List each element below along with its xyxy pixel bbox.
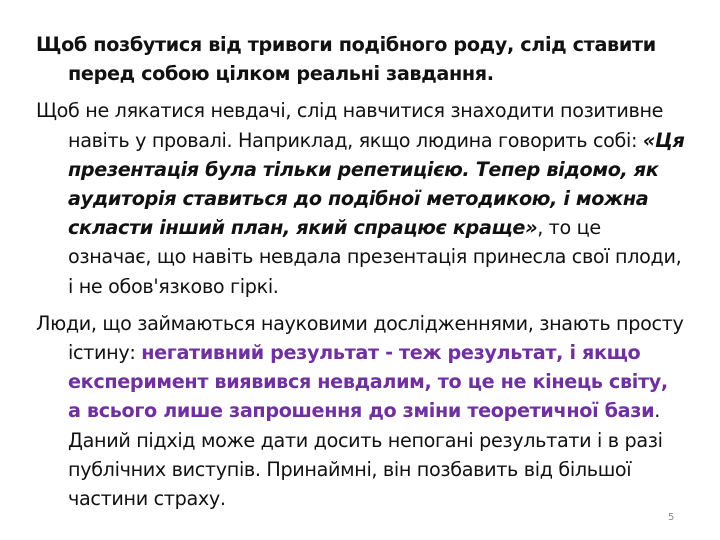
paragraph-3-outro: . Даний підхід може дати досить непогані результати і в разі публічних виступів. Принаймні, він позбавить від більшої частини страху.: [68, 399, 663, 511]
paragraph-2-quote: «Ця презентація була тільки репетицією. Тепер відомо, як аудиторія ставиться до подібної методикою, і можна скласти інший план, який спрацює краще»: [68, 128, 685, 240]
paragraph-3: [36, 309, 686, 513]
paragraph-3-intro: Люди, що займаються науковими дослідженнями, знають просту істину:: [36, 311, 684, 365]
paragraph-1-text: Щоб позбутися від тривоги подібного роду, слід ставити перед собою цілком реальні завдання.: [36, 33, 656, 86]
page-number: 5: [668, 512, 675, 523]
paragraph-3-highlight: негативний результат - теж результат, і якщо експеримент виявився невдалим, то це не кінець світу, а всього лише запрошення до зміни теоретичної бази: [68, 341, 668, 423]
paragraph-1: [36, 30, 686, 88]
paragraph-2: [36, 96, 686, 300]
slide-body: [36, 30, 686, 521]
paragraph-2-outro: , то це означає, що навіть невдала презентація принесла свої плоди, і не обов'язково гіркі.: [68, 216, 682, 298]
paragraph-2-intro: Щоб не лякатися невдачі, слід навчитися знаходити позитивне навіть у провалі. Наприклад, якщо людина говорить собі:: [36, 99, 664, 152]
